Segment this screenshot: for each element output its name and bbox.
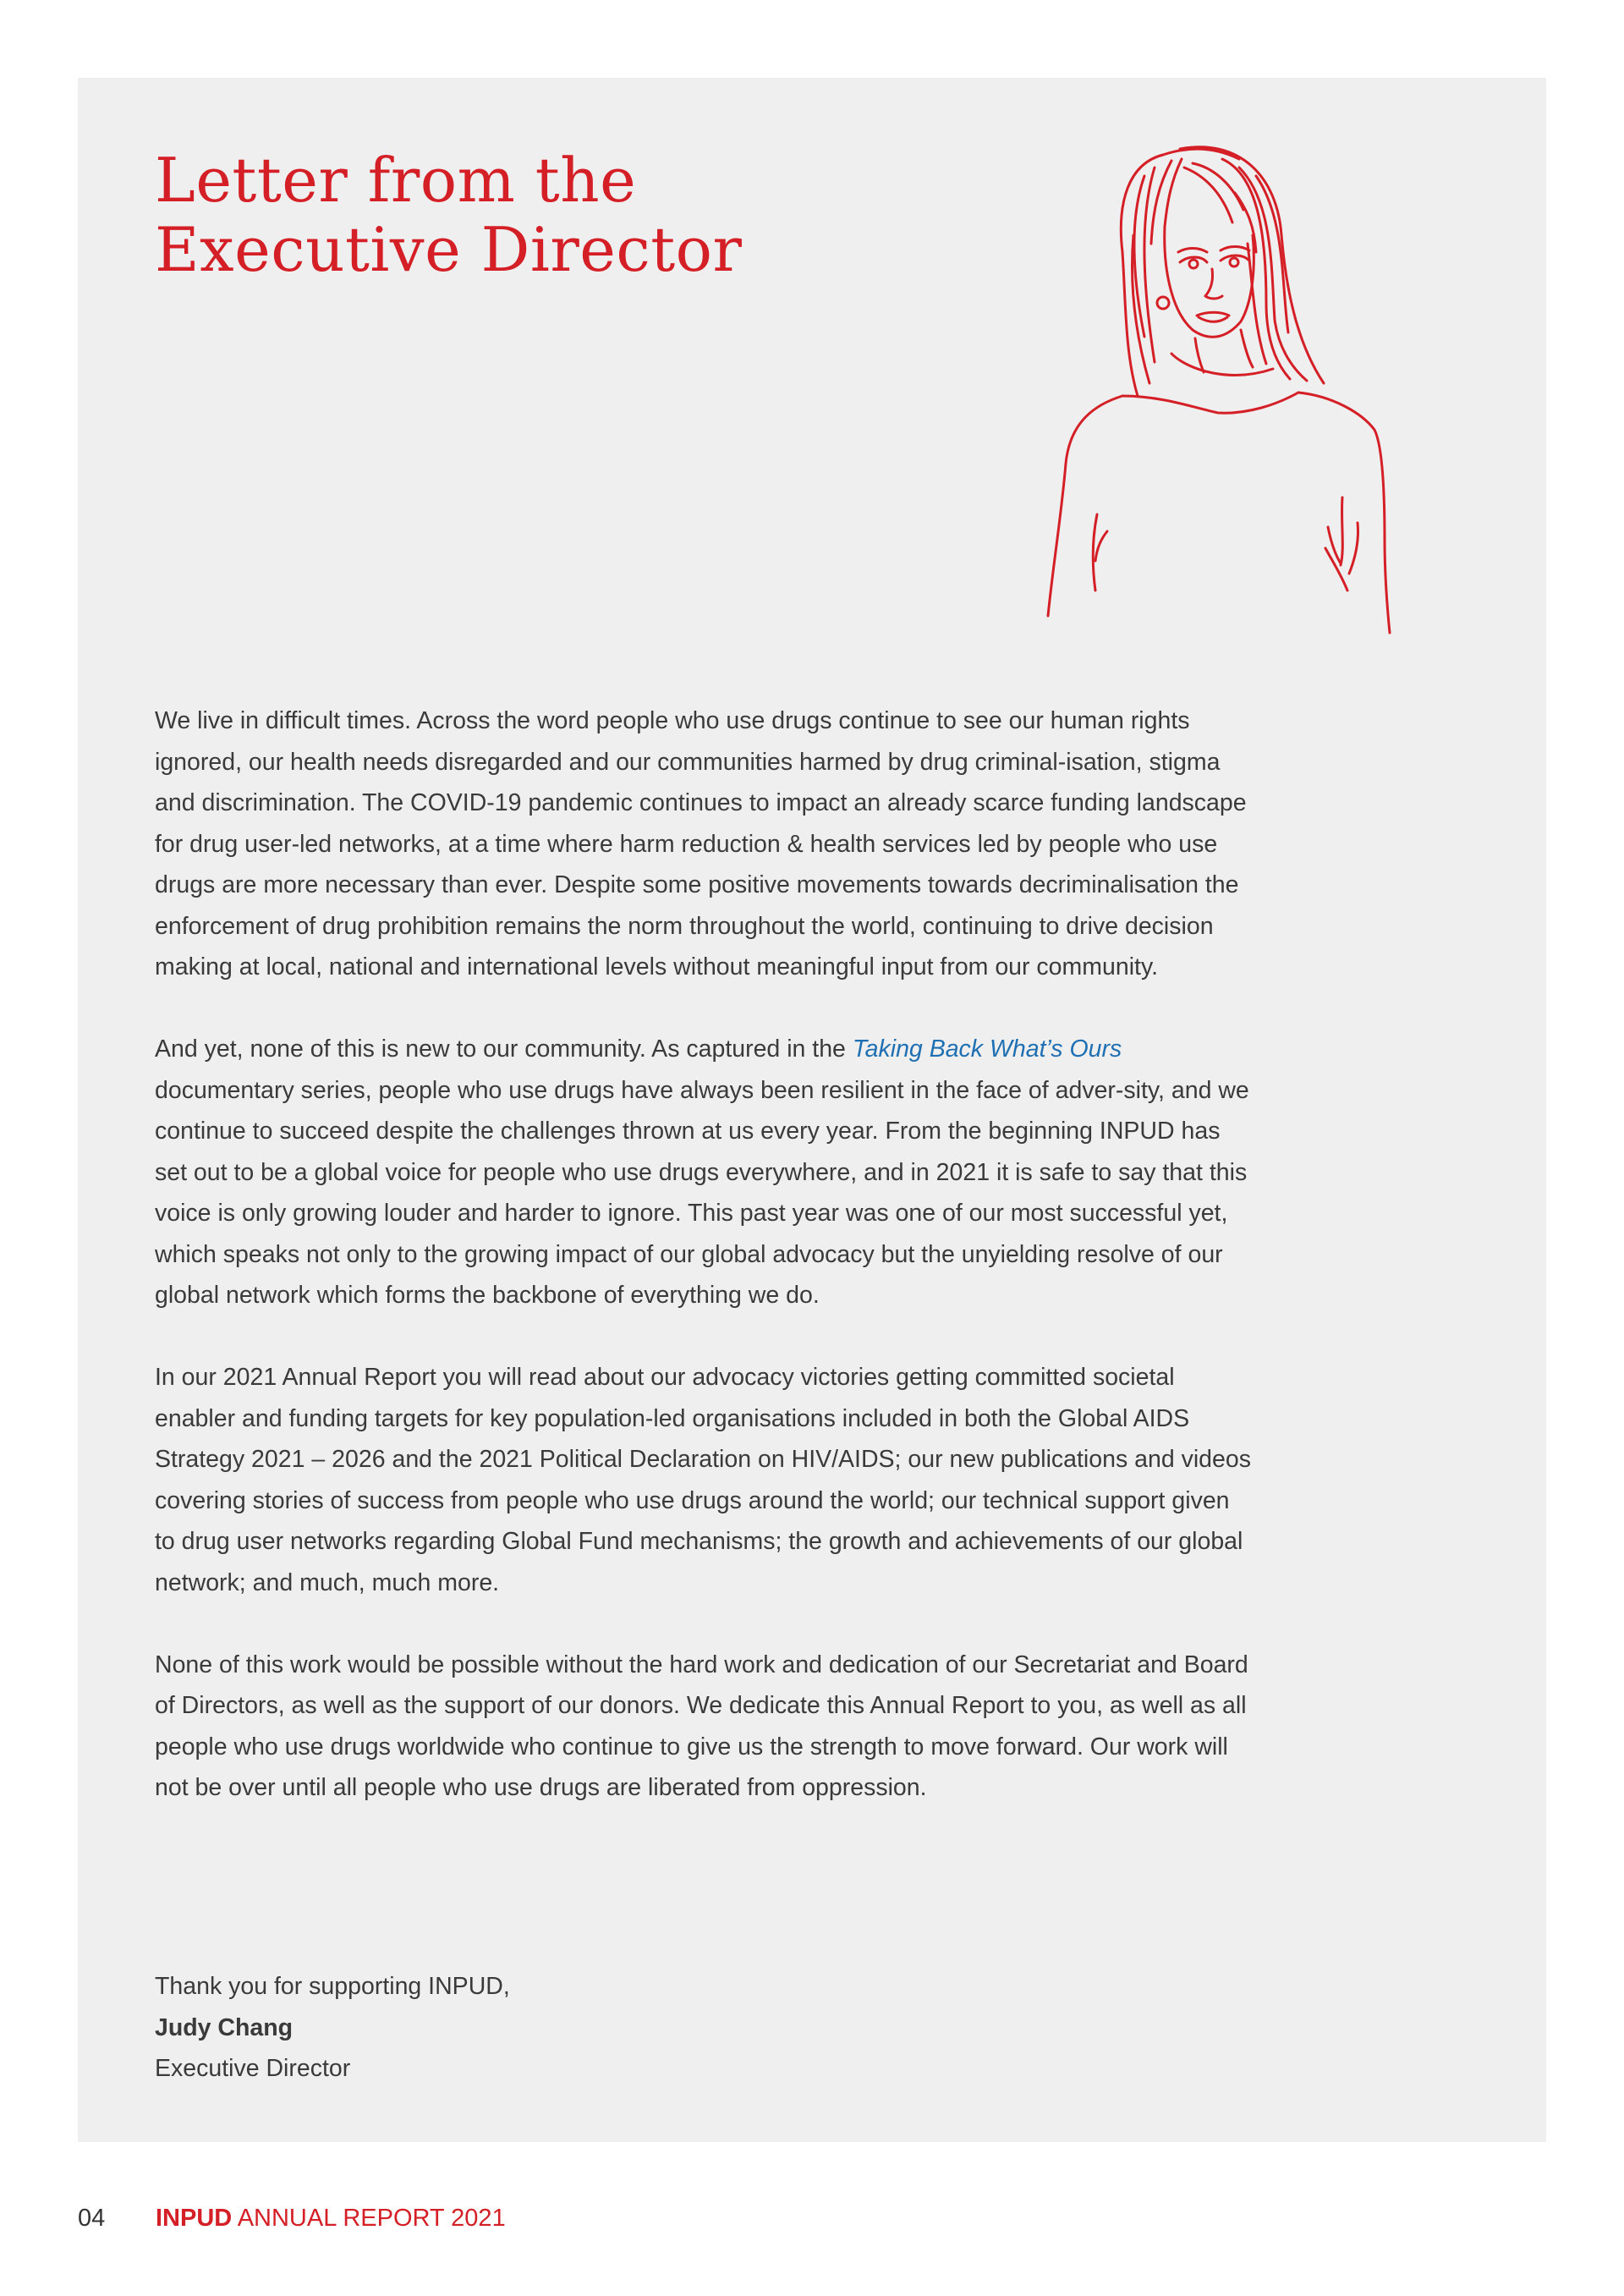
signer-role: Executive Director <box>155 2055 351 2082</box>
title-line-1: Letter from the <box>155 145 637 216</box>
documentary-link[interactable]: Taking Back What’s Ours <box>852 1035 1122 1063</box>
signer-name: Judy Chang <box>155 2013 294 2041</box>
page-title <box>155 146 742 284</box>
page-number: 04 <box>78 2205 106 2232</box>
paragraph-3: In our 2021 Annual Report you will read about our advocacy victories getting committed societal enabler and funding targets for key population-led organisations included in both the Global AIDS Strategy 2021 – 2026 and the 2021 Political Declaration on HIV/AIDS; our new publications and videos covering stories of success from people who use drugs around the world; our technical support given to drug user networks regarding Global Fund mechanisms; the growth and achievements of our global network; and much, much more. <box>155 1364 1251 1596</box>
paragraph-2-intro: And yet, none of this is new to our community. As captured in the <box>155 1035 853 1063</box>
paragraph-4: None of this work would be possible without the hard work and dedication of our Secretariat and Board of Directors, as well as the support of our donors. We dedicate this Annual Report to you, as well as all people who use drugs worldwide who continue to give us the strength to move forward. Our work will not be over until all people who use drugs are liberated from oppression. <box>155 1651 1248 1801</box>
footer-brand: INPUD <box>156 2205 233 2232</box>
letter-body <box>155 700 1254 1849</box>
paragraph-2-rest: documentary series, people who use drugs have always been resilient in the face of adver-sity, and we continue to succeed despite the challenges thrown at us every year. From the beginning INPUD has set out to be a global voice for people who use drugs everywhere, and in 2021 it is safe to say that this voice is only growing louder and harder to ignore. This past year was one of our most successful yet, which speaks not only to the growing impact of our global advocacy but the unyielding resolve of our global network which forms the backbone of everything we do. <box>155 1076 1249 1309</box>
director-portrait-illustration <box>1045 142 1484 641</box>
paragraph-2 <box>155 1029 1254 1316</box>
footer-report-title: ANNUAL REPORT 2021 <box>237 2205 506 2232</box>
signature-block <box>155 1966 510 2090</box>
paragraph-1: We live in difficult times. Across the word people who use drugs continue to see our human rights ignored, our health needs disregarded and our communities harmed by drug criminal-isation, stigma and discrimination. The COVID-19 pandemic continues to impact an already scarce funding landscape for drug user-led networks, at a time where harm reduction & health services led by people who use drugs are more necessary than ever. Despite some positive movements towards decriminalisation the enforcement of drug prohibition remains the norm throughout the world, continuing to drive decision making at local, national and international levels without meaningful input from our community. <box>155 707 1247 980</box>
page-footer <box>78 2203 506 2233</box>
signoff-line: Thank you for supporting INPUD, <box>155 1973 510 2000</box>
title-line-2: Executive Director <box>155 214 743 285</box>
